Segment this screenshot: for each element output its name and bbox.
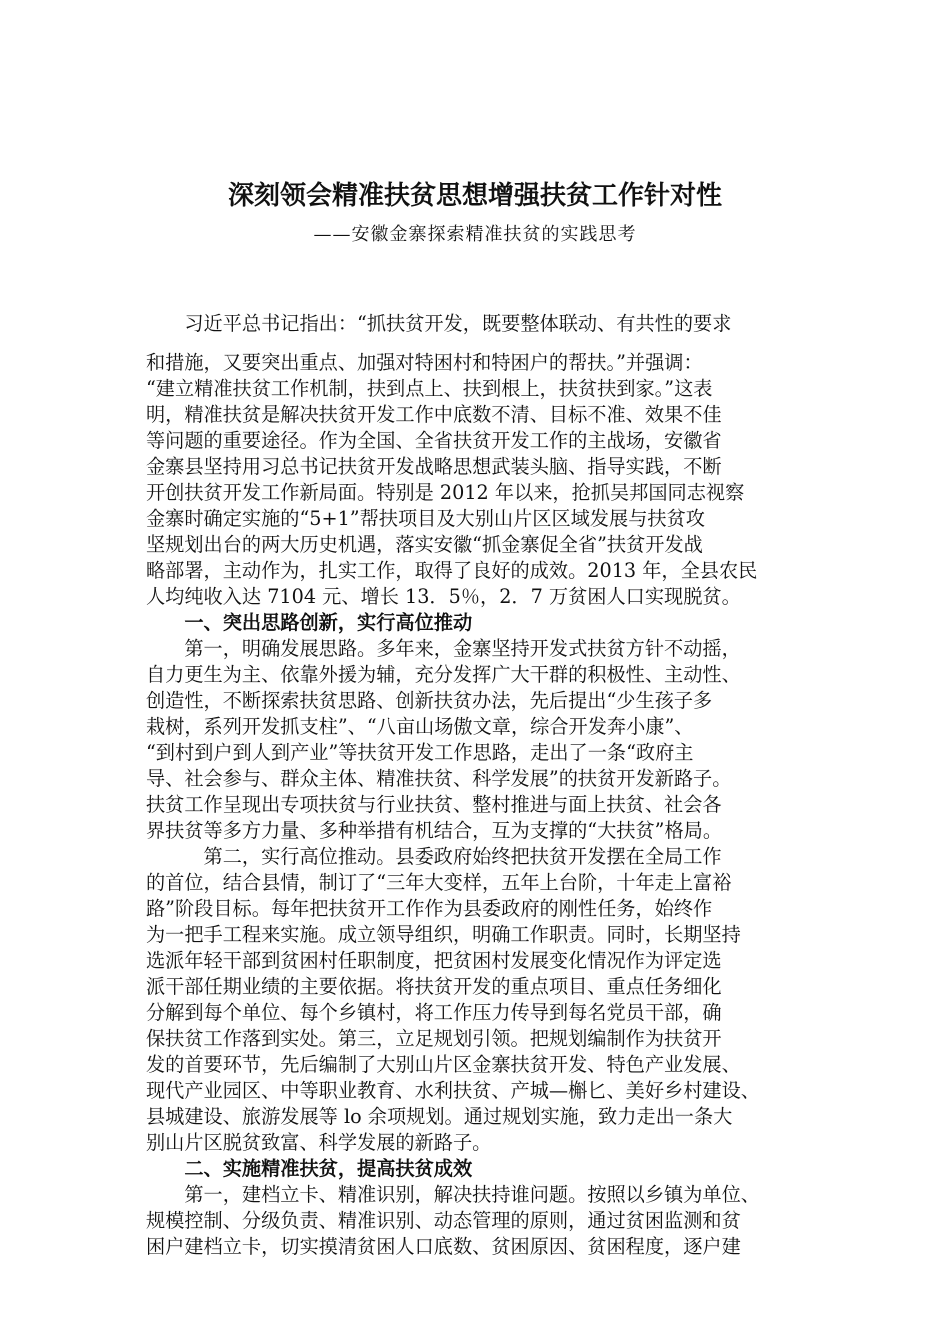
text-line: 略部署，主动作为，扎实工作，取得了良好的成效。2013 年，全县农民	[146, 559, 758, 582]
document-body	[146, 310, 826, 1260]
text-line: 人均纯收入达 7104 元、增长 13．5％，2．7 万贫困人口实现脱贫。	[146, 585, 741, 608]
text-line: 扶贫工作呈现出专项扶贫与行业扶贫、整村推进与面上扶贫、社会各	[146, 793, 722, 816]
text-line: 明，精准扶贫是解决扶贫开发工作中底数不清、目标不准、效果不佳	[146, 403, 722, 426]
text-line: “建立精准扶贫工作机制，扶到点上、扶到根上，扶贫扶到家。”这表	[146, 377, 713, 400]
text-line: 县城建设、旅游发展等 lo 余项规划。通过规划实施，致力走出一条大	[146, 1105, 733, 1128]
text-line: 开创扶贫开发工作新局面。特别是 2012 年以来，抢抓吴邦国同志视察	[146, 481, 745, 504]
text-line: 现代产业园区、中等职业教育、水利扶贫、产城—槲匕、美好乡村建设、	[146, 1079, 760, 1102]
document-title: 深刻领会精准扶贫思想增强扶贫工作针对性	[227, 181, 722, 211]
text-line: 等问题的重要途径。作为全国、全省扶贫开发工作的主战场，安徽省	[146, 429, 722, 452]
text-line: 习近平总书记指出：“抓扶贫开发，既要整体联动、有共性的要求	[146, 312, 732, 335]
text-line: 发的首要环节，先后编制了大别山片区金寨扶贫开发、特色产业发展、	[146, 1053, 741, 1076]
text-line: 金寨时确定实施的“5+1”帮扶项目及大别山片区区域发展与扶贫攻	[146, 507, 705, 530]
section-heading: 二、实施精准扶贫，提高扶贫成效	[146, 1157, 473, 1180]
text-line: 派干部任期业绩的主要依据。将扶贫开发的重点项目、重点任务细化	[146, 975, 722, 998]
text-line: 规模控制、分级负责、精准识别、动态管理的原则，通过贫困监测和贫	[146, 1209, 741, 1232]
text-line: 自力更生为主、依靠外援为辅，充分发挥广大干群的积极性、主动性、	[146, 663, 741, 686]
text-line: 的首位，结合县情，制订了“三年大变样，五年上台阶，十年走上富裕	[146, 871, 732, 894]
text-line: 选派年轻干部到贫困村任职制度，把贫困村发展变化情况作为评定选	[146, 949, 722, 972]
text-line: “到村到户到人到产业”等扶贫开发工作思路，走出了一条“政府主	[146, 741, 694, 764]
text-line: 分解到每个单位、每个乡镇村，将工作压力传导到每名党员干部，确	[146, 1001, 722, 1024]
text-line: 第一，建档立卡、精准识别，解决扶持谁问题。按照以乡镇为单位、	[146, 1183, 760, 1206]
text-line: 困户建档立卡，切实摸清贫困人口底数、贫困原因、贫困程度，逐户建	[146, 1235, 741, 1258]
text-line: 路”阶段目标。每年把扶贫开工作作为县委政府的刚性任务，始终作	[146, 897, 713, 920]
text-line: 界扶贫等多方力量、多种举措有机结合，互为支撑的“大扶贫”格局。	[146, 819, 723, 842]
text-line: 坚规划出台的两大历史机遇，落实安徽“抓金寨促全省”扶贫开发战	[146, 533, 703, 556]
document-subtitle: ——安徽金寨探索精准扶贫的实践思考	[313, 224, 637, 245]
text-line: 第一，明确发展思路。多年来，金寨坚持开发式扶贫方针不动摇，	[146, 637, 741, 660]
section-heading: 一、突出思路创新，实行高位推动	[146, 611, 473, 634]
text-line: 导、社会参与、群众主体、精准扶贫、科学发展”的扶贫开发新路子。	[146, 767, 732, 790]
text-line: 保扶贫工作落到实处。第三，立足规划引领。把规划编制作为扶贫开	[146, 1027, 722, 1050]
text-line: 金寨县坚持用习总书记扶贫开发战略思想武装头脑、指导实践，不断	[146, 455, 722, 478]
text-line: 栽树，系列开发抓支柱”、“八亩山场傲文章，综合开发奔小康”、	[146, 715, 694, 738]
text-line: 为一把手工程来实施。成立领导组织，明确工作职责。同时，长期坚持	[146, 923, 741, 946]
text-line: 第二，实行高位推动。县委政府始终把扶贫开发摆在全局工作	[146, 845, 722, 868]
text-line: 和措施，又要突出重点、加强对特困村和特困户的帮扶。”并强调：	[146, 351, 703, 374]
text-line: 别山片区脱贫致富、科学发展的新路子。	[146, 1131, 492, 1154]
text-line: 创造性，不断探索扶贫思路、创新扶贫办法，先后提出“少生孩子多	[146, 689, 713, 712]
